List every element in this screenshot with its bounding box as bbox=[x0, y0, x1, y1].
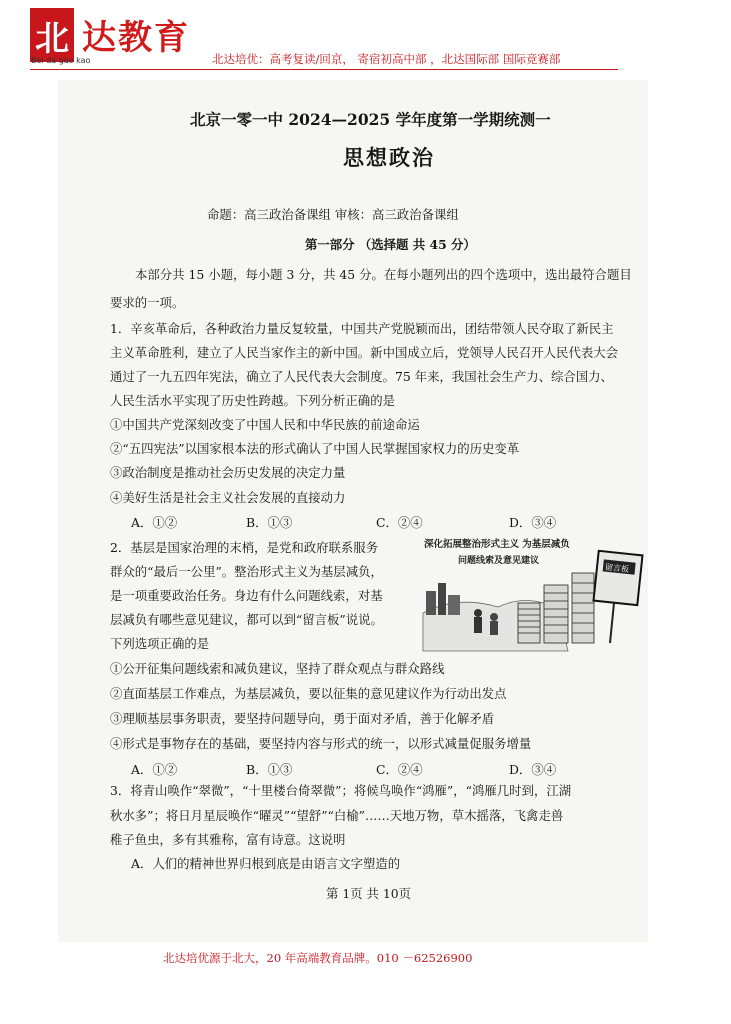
question-2-line: 下列选项正确的是 bbox=[110, 636, 210, 651]
option-b: B．①③ bbox=[246, 515, 293, 530]
option-c: C．②④ bbox=[376, 762, 423, 777]
option-d: D．③④ bbox=[509, 515, 557, 530]
message-board-label: 留言板 bbox=[604, 562, 630, 575]
question-1-statement: ④美好生活是社会主义社会发展的直接动力 bbox=[110, 490, 346, 505]
footer-text: 北达培优源于北大，20 年高端教育品牌。010 －62526900 bbox=[163, 951, 473, 965]
instruction-line: 要求的一项。 bbox=[110, 295, 185, 310]
question-2-statement: ④形式是事物存在的基础，要坚持内容与形式的统一，以形式减量促服务增量 bbox=[110, 736, 532, 751]
brand-pinyin: Bei da gao kao bbox=[31, 56, 91, 65]
person-icon bbox=[490, 613, 498, 621]
header-tagline: 北达培优：高考复读/回京， 寄宿初高中部 ，北达国际部 国际竞赛部 bbox=[212, 52, 561, 66]
question-2-illustration bbox=[418, 533, 648, 653]
question-1-line: 1．辛亥革命后，各种政治力量反复较量，中国共产党脱颖而出，团结带领人民夺取了新民主 bbox=[110, 321, 614, 336]
building-icon bbox=[426, 591, 436, 615]
question-2-line: 层减负有哪些意见建议，都可以到“留言板”说说。 bbox=[110, 612, 383, 627]
question-1-line: 主义革命胜利，建立了人民当家作主的新中国。新中国成立后，党领导人民召开人民代表大会 bbox=[110, 345, 619, 360]
message-board-sign bbox=[594, 551, 643, 643]
person-icon bbox=[490, 621, 498, 635]
option-b: B．①③ bbox=[246, 762, 293, 777]
exam-title: 北京一零一中 2024—2025 学年度第一学期统测一 bbox=[190, 110, 551, 129]
illustration-drawing bbox=[418, 533, 648, 653]
brand-name: 达教育 bbox=[82, 18, 190, 58]
question-1-statement: ①中国共产党深刻改变了中国人民和中华民族的前途命运 bbox=[110, 417, 420, 432]
building-icon bbox=[438, 583, 446, 615]
subject-title: 思想政治 bbox=[343, 145, 435, 170]
question-3-line: 稚子鱼虫，多有其雅称，富有诗意。这说明 bbox=[110, 832, 346, 847]
option-a: A．①② bbox=[131, 762, 178, 777]
page-number: 第 1页 共 10页 bbox=[326, 886, 412, 901]
question-3-line: 3．将青山唤作“翠微”，“十里楼台倚翠微”；将候鸟唤作“鸿雁”，“鸿雁几时到，江湖 bbox=[110, 783, 572, 798]
option-c: C．②④ bbox=[376, 515, 423, 530]
question-3-option-a: A．人们的精神世界归根到底是由语言文字塑造的 bbox=[131, 856, 401, 871]
question-2-line: 2．基层是国家治理的末梢，是党和政府联系服务 bbox=[110, 540, 379, 555]
illustration-caption: 问题线索及意见建议 bbox=[458, 556, 540, 566]
instruction-line: 本部分共 15 小题，每小题 3 分，共 45 分。在每小题列出的四个选项中，选出最符合题目 bbox=[135, 267, 632, 282]
question-2-statement: ①公开征集问题线索和减负建议，坚持了群众观点与群众路线 bbox=[110, 661, 445, 676]
question-1-statement: ③政治制度是推动社会历史发展的决定力量 bbox=[110, 465, 346, 480]
question-1-line: 通过了一九五四年宪法，确立了人民代表大会制度。75 年来，我国社会生产力、综合国力、 bbox=[110, 369, 613, 384]
part-heading: 第一部分 （选择题 共 45 分） bbox=[305, 237, 476, 252]
building-icon bbox=[448, 595, 460, 615]
person-icon bbox=[474, 609, 482, 617]
question-2-line: 群众的“最后一公里”。整治形式主义为基层减负， bbox=[110, 564, 383, 579]
illustration-caption: 深化拓展整治形式主义 为基层减负 bbox=[424, 539, 570, 550]
option-a: A．①② bbox=[131, 515, 178, 530]
option-d: D．③④ bbox=[509, 762, 557, 777]
question-2-statement: ②直面基层工作难点，为基层减负，要以征集的意见建议作为行动出发点 bbox=[110, 686, 507, 701]
question-2-statement: ③理顺基层事务职责，要坚持问题导向，勇于面对矛盾，善于化解矛盾 bbox=[110, 711, 495, 726]
brand-logo bbox=[30, 8, 74, 62]
header-divider bbox=[30, 69, 618, 70]
paper-stacks bbox=[518, 573, 594, 643]
question-1-line: 人民生活水平实现了历史性跨越。下列分析正确的是 bbox=[110, 393, 395, 408]
question-1-statement: ②“五四宪法”以国家根本法的形式确认了中国人民掌握国家权力的历史变革 bbox=[110, 441, 520, 456]
person-icon bbox=[474, 617, 482, 633]
question-2-line: 是一项重要政治任务。身边有什么问题线索，对基 bbox=[110, 588, 383, 603]
exam-authors: 命题：高三政治备课组 审核：高三政治备课组 bbox=[207, 207, 459, 222]
question-3-line: 秋水多”；将日月星辰唤作“曜灵”“望舒”“白榆”……天地万物，草木摇落，飞禽走兽 bbox=[110, 808, 564, 823]
logo-character: 北 bbox=[35, 18, 69, 59]
